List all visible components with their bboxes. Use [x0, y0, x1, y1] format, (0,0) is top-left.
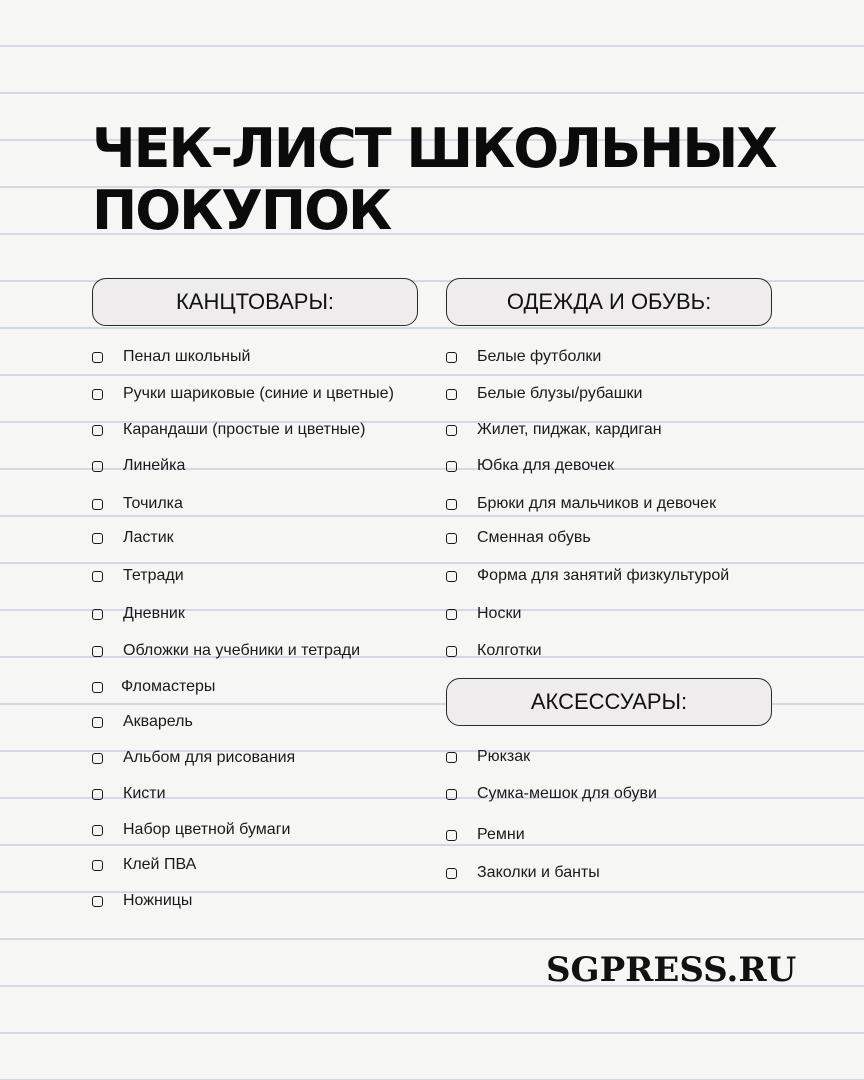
- checklist-item[interactable]: [446, 823, 525, 847]
- checkbox[interactable]: [92, 389, 103, 400]
- checkbox[interactable]: [446, 609, 457, 620]
- checkbox[interactable]: [446, 461, 457, 472]
- checklist-item-label: Линейка: [123, 457, 186, 474]
- checklist-item[interactable]: [92, 675, 215, 699]
- checkbox[interactable]: [92, 753, 103, 764]
- checklist-item[interactable]: [92, 345, 250, 369]
- checklist-item[interactable]: [92, 418, 365, 442]
- checkbox[interactable]: [446, 499, 457, 510]
- checklist-item[interactable]: [446, 861, 600, 885]
- checkbox[interactable]: [446, 389, 457, 400]
- checklist-item[interactable]: [92, 889, 192, 913]
- checkbox[interactable]: [92, 425, 103, 436]
- checklist-item-label: Карандаши (простые и цветные): [123, 421, 366, 438]
- checklist-item[interactable]: [92, 782, 166, 806]
- checklist-item-label: Ручки шариковые (синие и цветные): [123, 385, 394, 402]
- checklist-item-label: Сменная обувь: [477, 529, 591, 546]
- checklist-item-label: Белые блузы/рубашки: [477, 385, 643, 402]
- checklist-item[interactable]: [92, 492, 183, 516]
- checklist-item-label: Жилет, пиджак, кардиган: [477, 421, 662, 438]
- checklist-item-label: Сумка-мешок для обуви: [477, 785, 657, 802]
- checklist-item[interactable]: [92, 526, 174, 550]
- checklist-item[interactable]: [446, 382, 642, 406]
- section-heading-clothing: ОДЕЖДА И ОБУВЬ:: [446, 278, 772, 326]
- checklist-item[interactable]: [92, 746, 295, 770]
- checkbox[interactable]: [446, 571, 457, 582]
- checklist-item-label: Набор цветной бумаги: [123, 821, 291, 838]
- checklist-item[interactable]: [446, 639, 542, 663]
- checkbox[interactable]: [446, 868, 457, 879]
- checklist-item[interactable]: [92, 710, 193, 734]
- checklist-item[interactable]: [446, 492, 716, 516]
- checklist-item-label: Обложки на учебники и тетради: [123, 642, 361, 659]
- checklist-item-label: Пенал школьный: [123, 348, 251, 365]
- checkbox[interactable]: [446, 533, 457, 544]
- checklist-item-label: Тетради: [123, 567, 184, 584]
- checkbox[interactable]: [92, 571, 103, 582]
- checklist-item-label: Юбка для девочек: [477, 457, 615, 474]
- checkbox[interactable]: [92, 717, 103, 728]
- checklist-item-label: Альбом для рисования: [123, 749, 296, 766]
- checkbox[interactable]: [446, 789, 457, 800]
- checklist-item[interactable]: [92, 818, 290, 842]
- checkbox[interactable]: [446, 830, 457, 841]
- checklist-item-label: Форма для занятий физкультурой: [477, 567, 730, 584]
- checklist-item-label: Кисти: [123, 785, 166, 802]
- checklist-item[interactable]: [92, 454, 185, 478]
- checkbox[interactable]: [92, 682, 103, 693]
- checklist-item-label: Акварель: [123, 713, 193, 730]
- checklist-item[interactable]: [446, 745, 530, 769]
- checkbox[interactable]: [92, 896, 103, 907]
- page-title: [92, 118, 812, 242]
- checklist-item[interactable]: [446, 454, 614, 478]
- checkbox[interactable]: [92, 499, 103, 510]
- checkbox[interactable]: [446, 752, 457, 763]
- checklist-item-label: Клей ПВА: [123, 856, 197, 873]
- checkbox[interactable]: [92, 461, 103, 472]
- checklist-item-label: Белые футболки: [477, 348, 602, 365]
- title-line-1: ЧЕК-ЛИСТ ШКОЛЬНЫХ: [92, 117, 776, 180]
- checkbox[interactable]: [446, 352, 457, 363]
- checklist-item-label: Ремни: [477, 826, 525, 843]
- checklist-item[interactable]: [446, 526, 591, 550]
- checklist-item-label: Рюкзак: [477, 748, 531, 765]
- title-line-2: ПОКУПОК: [92, 179, 391, 242]
- checklist-item-label: Заколки и банты: [477, 864, 600, 881]
- checklist-item-label: Ластик: [123, 529, 174, 546]
- checklist-item-label: Носки: [477, 605, 522, 622]
- checklist-item-label: Точилка: [123, 495, 183, 512]
- checkbox[interactable]: [92, 352, 103, 363]
- checklist-item[interactable]: [446, 602, 521, 626]
- checklist-item[interactable]: [446, 345, 601, 369]
- checklist-item[interactable]: [446, 418, 662, 442]
- checklist-item-label: Колготки: [477, 642, 542, 659]
- checklist-item[interactable]: [92, 382, 394, 406]
- checklist-item-label: Ножницы: [123, 892, 193, 909]
- checkbox[interactable]: [92, 609, 103, 620]
- brand-logo: SGPRESS.RU: [546, 950, 797, 990]
- checkbox[interactable]: [446, 425, 457, 436]
- checklist-item[interactable]: [446, 564, 729, 588]
- checkbox[interactable]: [92, 825, 103, 836]
- checkbox[interactable]: [92, 533, 103, 544]
- checklist-item[interactable]: [92, 853, 196, 877]
- checklist-item[interactable]: [92, 639, 360, 663]
- section-heading-stationery: КАНЦТОВАРЫ:: [92, 278, 418, 326]
- checkbox[interactable]: [446, 646, 457, 657]
- checkbox[interactable]: [92, 646, 103, 657]
- checklist-item-label: Фломастеры: [121, 678, 216, 695]
- checklist-item-label: Брюки для мальчиков и девочек: [477, 495, 717, 512]
- checklist-item[interactable]: [446, 782, 657, 806]
- checklist-item[interactable]: [92, 602, 185, 626]
- checkbox[interactable]: [92, 789, 103, 800]
- checkbox[interactable]: [92, 860, 103, 871]
- checklist-item-label: Дневник: [123, 605, 185, 622]
- section-heading-accessories: АКСЕССУАРЫ:: [446, 678, 772, 726]
- checklist-item[interactable]: [92, 564, 184, 588]
